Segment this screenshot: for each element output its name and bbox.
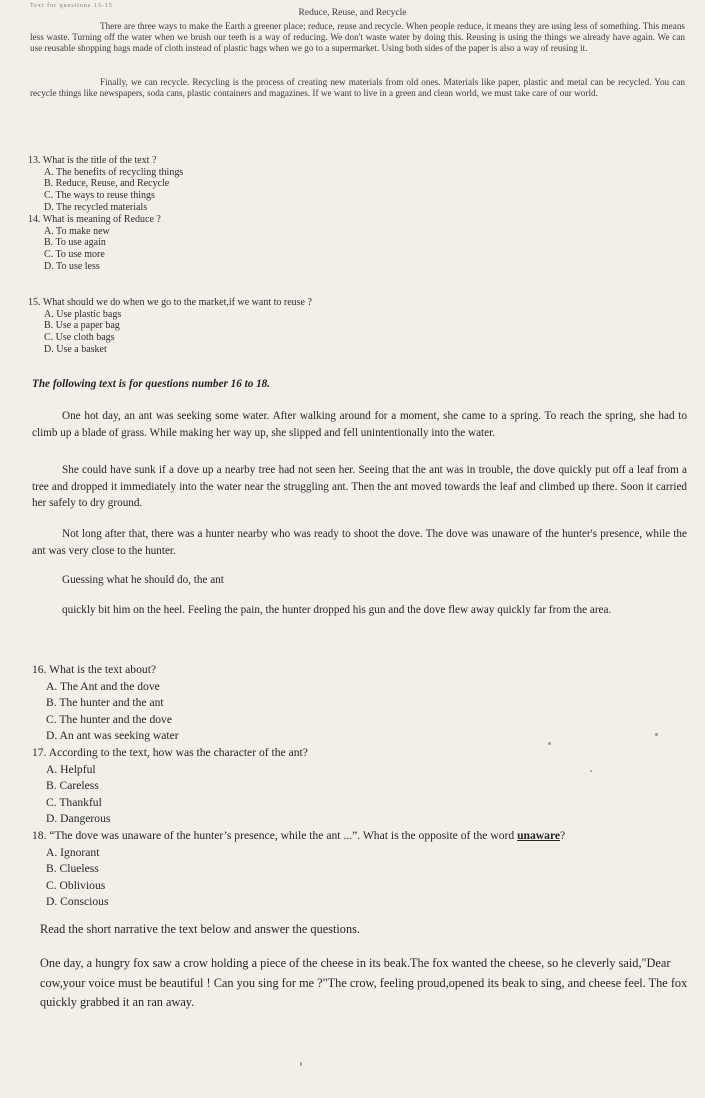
option-d: D. Use a basket xyxy=(44,343,107,355)
question-18 xyxy=(32,828,702,911)
option-d: D. An ant was seeking water xyxy=(46,729,179,743)
question-stem: 17. According to the text, how was the character of the ant? xyxy=(32,746,308,759)
narrative-instruction: Read the short narrative the text below and answer the questions. xyxy=(40,922,360,936)
option-c: C. The ways to reuse things xyxy=(44,190,155,202)
story-paragraph-4: Guessing what he should do, the ant xyxy=(62,574,224,586)
ink-speck xyxy=(655,733,658,736)
option-d: D. Conscious xyxy=(46,895,109,909)
story-paragraph-2: She could have sunk if a dove up a nearby tree had not seen her. Seeing that the ant was in trouble, the dove quickly put off a leaf from a tree and dropped it immediately into the water near the struggling ant. Then the ant moved towards the leaf and climbed up there. Soon it carried her safely to dry ground. xyxy=(32,464,687,509)
option-c: C. Oblivious xyxy=(46,878,106,892)
option-a: A. To make new xyxy=(44,225,110,237)
option-a: A. Helpful xyxy=(46,762,96,776)
option-a: A. The benefits of recycling things xyxy=(44,166,184,178)
story-paragraph-3: Not long after that, there was a hunter nearby who was ready to shoot the dove. The dove was unaware of the hunter's presence, while the ant was very close to the hunter. xyxy=(32,528,687,557)
option-b: B. Reduce, Reuse, and Recycle xyxy=(44,178,170,190)
question-16 xyxy=(32,662,179,745)
option-b: B. Use a paper bag xyxy=(44,320,120,332)
option-c: C. The hunter and the dove xyxy=(46,712,172,726)
option-d: D. Dangerous xyxy=(46,812,111,826)
story-paragraph-5: quickly bit him on the heel. Feeling the pain, the hunter dropped his gun and the dove flew away quickly far from the area. xyxy=(62,604,612,616)
reading1-paragraph-2: Finally, we can recycle. Recycling is the process of creating new materials from old ones. Materials like paper, plastic and metal can be recycled. You can recycle things like newspapers, soda cans, plastic containers and magazines. If we want to live in a green and clean world, we must take care of our world. xyxy=(30,77,685,99)
option-b: B. The hunter and the ant xyxy=(46,696,164,710)
option-c: C. To use more xyxy=(44,249,105,261)
ink-speck xyxy=(548,742,551,745)
reading-title: Reduce, Reuse, and Recycle xyxy=(298,8,407,18)
question-15 xyxy=(28,297,312,356)
question-stem: 14. What is meaning of Reduce ? xyxy=(28,214,161,225)
section-header-scrap: Text for questions 13-15 xyxy=(30,3,113,9)
question-14 xyxy=(28,214,161,273)
option-a: A. The Ant and the dove xyxy=(46,679,160,693)
section-instruction: The following text is for questions number 16 to 18. xyxy=(32,378,271,390)
question-13 xyxy=(28,155,183,214)
narrative-text: One day, a hungry fox saw a crow holding a piece of the cheese in its beak.The fox wanted the cheese, so he cleverly said,"Dear cow,your voice must be beautiful ! Can you sing for me ?"The crow, feeling proud,opened its beak to sing, and cheese feel. The fox quickly grabbed it an ran away. xyxy=(40,956,688,1009)
option-b: B. To use again xyxy=(44,237,106,249)
question-stem: 13. What is the title of the text ? xyxy=(28,155,157,166)
ink-speck xyxy=(300,1062,302,1066)
option-a: A. Use plastic bags xyxy=(44,308,122,320)
option-c: C. Thankful xyxy=(46,795,102,809)
question-17 xyxy=(32,745,308,828)
ink-speck xyxy=(590,770,592,772)
option-b: B. Careless xyxy=(46,779,99,793)
question-stem: 16. What is the text about? xyxy=(32,663,157,676)
option-d: D. The recycled materials xyxy=(44,201,148,213)
reading1-paragraph-1: There are three ways to make the Earth a greener place; reduce, reuse and recycle. When people reduce, it means they are using less of something. This means less waste. Turning off the water when we brush our teeth is a way of reducing. We don't waste water by doing this. Reusing is using the things we already have again. We can use reusable shopping bags made of cloth instead of plastic bags when we go to a supermarket. Using both sides of the paper is also a way of reusing it. xyxy=(30,21,685,54)
question-stem: 18. “The dove was unaware of the hunter’s presence, while the ant ...”. What is the opposite of the word unaware? xyxy=(32,829,566,842)
option-c: C. Use cloth bags xyxy=(44,332,115,344)
underlined-word: unaware xyxy=(517,829,561,842)
option-b: B. Clueless xyxy=(46,862,99,876)
option-a: A. Ignorant xyxy=(46,845,100,859)
question-stem: 15. What should we do when we go to the market,if we want to reuse ? xyxy=(28,297,312,308)
option-d: D. To use less xyxy=(44,260,100,272)
story-paragraph-1: One hot day, an ant was seeking some water. After walking around for a moment, she came to a spring. To reach the spring, she had to climb up a blade of grass. While making her way up, she slipped and fell unintentionally into the water. xyxy=(32,410,687,439)
